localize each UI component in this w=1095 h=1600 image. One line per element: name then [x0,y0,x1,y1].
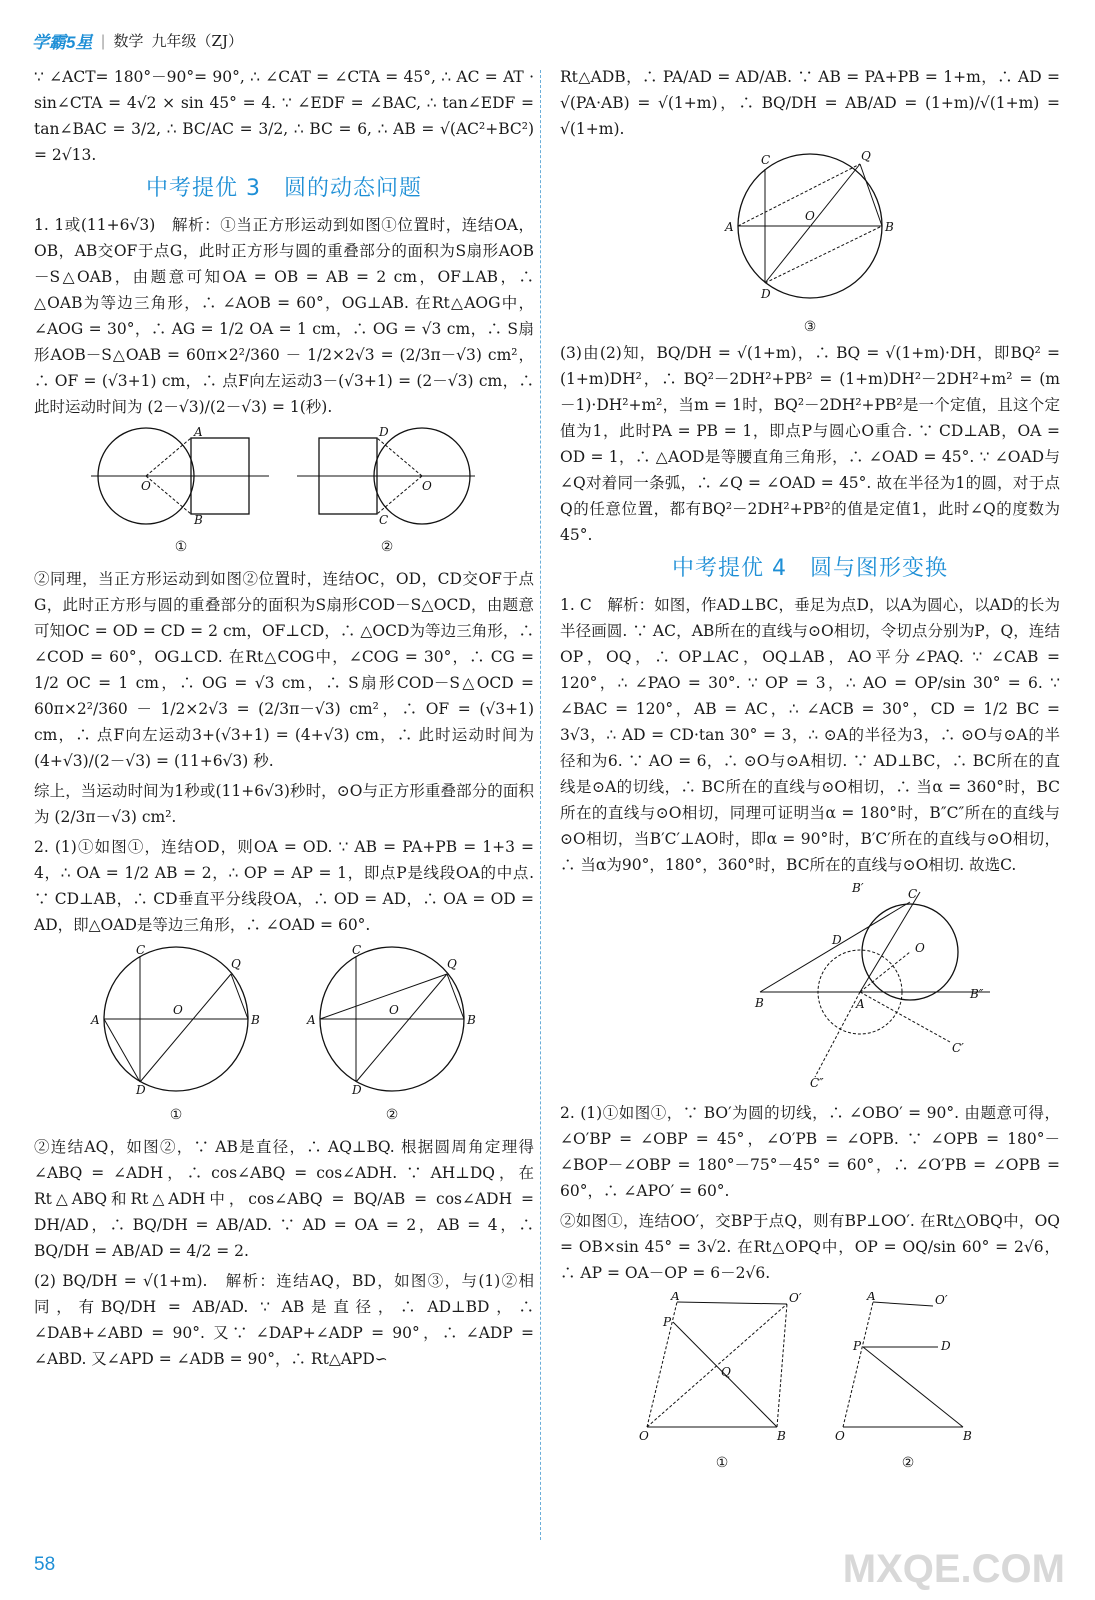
figure-caption: ① [715,1455,729,1471]
svg-text:P: P [853,1339,862,1353]
svg-text:C: C [761,153,771,167]
paragraph: 2. (1)①如图①，∵ BO′为圆的切线，∴ ∠OBO′ = 90°. 由题意可得，∠O′BP = ∠OBP = 45°，∠O′PB = ∠OPB. ∵ ∠OPB = 180°－∠BOP－∠OBP = 180°－75°－45° = 60°，∴ ∠O′PB = ∠OPB = 60°，∴ ∠APO′ = 60°. [560,1104,1060,1200]
column-divider [540,70,541,1540]
svg-text:A: A [867,1292,876,1303]
section-title: 中考提优 4 圆与图形变换 [672,556,948,581]
svg-text:A: A [194,426,203,439]
svg-text:O: O [835,1429,845,1442]
paragraph: ②同理，当正方形运动到如图②位置时，连结OC，OD，CD交OF于点G，此时正方形与圆的重叠部分的面积为S扇形COD－S△OCD，由题意可知OC = OD = CD = 2 cm，OF⊥CD，∴ △OCD为等边三角形，∴ ∠COD = 60°，OG⊥CD. 在Rt△COG中，∠COG = 30°，∴ CG = 1/2 OC = 1 cm，∴ OG = √3 cm，∴ S扇形COD－S△OCD = 60π×2²/360 － 1/2×2√3 = (2/3π－√3) cm²，∴ OF = (√3+1) cm，∴ 点F向左运动3+(√3+1) = (4+√3) cm，∴ 此时运动时间为 (4+√3)/(2－√3) = (11+6√3) 秒. [34,570,534,770]
paragraph: (2) BQ/DH = √(1+m). 解析：连结AQ，BD，如图③，与(1)②相同，有BQ/DH = AB/AD. ∵ AB是直径，∴ AD⊥BD，∴ ∠DAB+∠ABD = 90°. 又∵ ∠DAP+∠ADP = 90°，∴ ∠ADP = ∠ABD. 又∠APD = ∠ADB = 90°，∴ Rt△APD∽ [34,1272,534,1368]
figure-caption: ② [380,539,394,555]
svg-text:B″: B″ [970,987,984,1001]
svg-text:O: O [389,1003,399,1017]
brand-logo: 学霸5星 [32,33,93,52]
svg-text:D: D [761,287,771,301]
figure-circle-square-2 [297,426,477,526]
svg-text:C′: C′ [952,1041,964,1055]
svg-text:A: A [856,997,865,1011]
svg-text:B: B [467,1013,476,1027]
svg-text:O: O [173,1003,183,1017]
paragraph: ②如图①，连结OO′，交BP于点Q，则有BP⊥OO′. 在Rt△OBQ中，OQ = OB×sin 45° = 3√2. 在Rt△OPQ中，OP = OQ/sin 60° = 2√6，∴ AP = OA－OP = 6－2√6. [560,1212,1060,1282]
svg-text:D: D [136,1083,146,1094]
figure-circle-aqbd-1 [81,944,271,1094]
watermark: MXQE.COM [842,1547,1065,1591]
svg-text:C″: C″ [810,1076,824,1090]
paragraph: 1. C 解析：如图，作AD⊥BC，垂足为点D，以A为圆心，以AD的长为半径画圆. ∵ AC，AB所在的直线与⊙O相切，令切点分别为P，Q，连结OP，OQ，∴ OP⊥AC，OQ⊥AB，AO平分∠PAQ. ∵ ∠CAB = 120°，∴ ∠PAO = 30°. ∵ OP = 3，∴ AO = OP/sin 30° = 6. ∵ ∠BAC = 120°，AB = AC，∴ ∠ACB = 30°，CD = 1/2 BC = 3√3，∴ AD = CD·tan 30° = 3，∴ ⊙A的半径为3，∴ ⊙O与⊙A的半径和为6. ∵ AO = 6，∴ ⊙O与⊙A相切. ∵ AD⊥BC，∴ BC所在的直线是⊙A的切线，∴ BC所在的直线与⊙O相切，∴ 当α = 360°时，BC所在的直线与⊙O相切，同理可证明当α = 180°时，B″C″所在的直线与⊙O相切，当B′C′⊥AO时，即α = 90°时，B′C′所在的直线与⊙O相切，∴ 当α为90°，180°，360°时，BC所在的直线与⊙O相切. 故选C. [560,596,1060,874]
svg-text:Q: Q [861,149,871,163]
page-header [32,28,243,53]
paragraph: Rt△ADB，∴ PA/AD = AD/AB. ∵ AB = PA+PB = 1+m，∴ AD = √(PA·AB) = √(1+m)，∴ BQ/DH = AB/AD = (1+m)/√(1+m) = √(1+m). [560,68,1060,138]
svg-text:O′: O′ [935,1293,948,1307]
svg-text:B: B [963,1429,972,1442]
svg-text:B: B [755,996,764,1010]
section-title: 中考提优 3 圆的动态问题 [146,176,422,201]
header-subject: 数学 [113,32,144,50]
svg-text:B: B [251,1013,260,1027]
figure-circle-square-1 [91,426,271,526]
left-column [34,64,534,1376]
figure-rotation [620,882,1000,1092]
paragraph: 综上，当运动时间为1秒或(11+6√3)秒时，⊙O与正方形重叠部分的面积为 (2/3π－√3) cm². [34,782,534,826]
page-number: 58 [34,1554,56,1575]
svg-text:A: A [671,1292,680,1303]
right-column [560,64,1060,1482]
svg-text:B: B [194,513,203,526]
figure-caption: ① [169,1107,183,1123]
header-grade: 九年级（ZJ） [151,32,243,50]
svg-text:O: O [639,1429,649,1442]
svg-text:A: A [725,220,734,234]
svg-text:Q: Q [447,957,457,971]
figure-row-square-circles [34,426,534,560]
figure-caption: ② [385,1107,399,1123]
svg-text:A: A [91,1013,100,1027]
figure-fold-2 [833,1292,983,1442]
svg-text:B: B [777,1429,786,1442]
paragraph: 2. (1)①如图①，连结OD，则OA = OD. ∵ AB = PA+PB = 1+3 = 4，∴ OA = 1/2 AB = 2，∴ OP = AP = 1，即点P是线段OA的中点. ∵ CD⊥AB，∴ CD垂直平分线段OA，∴ OD = AD，∴ OA = OD = AD，即△OAD是等边三角形，∴ ∠OAD = 60°. [34,838,534,934]
svg-text:B: B [885,220,894,234]
figure-circle-aqbd-2 [297,944,487,1094]
figure-caption: ② [901,1455,915,1471]
svg-text:C: C [379,513,389,526]
svg-text:O: O [422,479,432,493]
paragraph: (3)由(2)知，BQ/DH = √(1+m)，∴ BQ = √(1+m)·DH，即BQ² = (1+m)DH²，∴ BQ²－2DH²+PB² = (1+m)DH²－2DH²+m² = (m－1)·DH²+m²，当m = 1时，BQ²－2DH²+PB²是一个定值，且这个定值为1，此时PA = PB = 1，即点P与圆心O重合. ∵ CD⊥AB，OA = OD = 1，∴ △AOD是等腰直角三角形，∴ ∠OAD = 45°. ∵ ∠OAD与∠Q对着同一条弧，∴ ∠Q = ∠OAD = 45°. 故在半径为1的圆，对于点Q的任意位置，都有BQ²－2DH²+PB²的值是定值1，此时∠Q的度数为45°. [560,344,1060,544]
svg-text:A: A [307,1013,316,1027]
svg-text:D: D [352,1083,362,1094]
svg-text:Q: Q [721,1365,731,1379]
figure-caption: ① [174,539,188,555]
header-separator: | [100,31,106,50]
svg-text:D: D [941,1339,951,1353]
svg-text:P: P [663,1315,672,1329]
svg-text:O: O [141,479,151,493]
paragraph: 1. 1或(11+6√3) 解析：①当正方形运动到如图①位置时，连结OA，OB，AB交OF于点G，此时正方形与圆的重叠部分的面积为S扇形AOB－S△OAB，由题意可知OA = OB = AB = 2 cm，OF⊥AB，∴ △OAB为等边三角形，∴ ∠AOB = 60°，OG⊥AB. 在Rt△AOG中，∠AOG = 30°，∴ AG = 1/2 OA = 1 cm，∴ OG = √3 cm，∴ S扇形AOB－S△OAB = 60π×2²/360 － 1/2×2√3 = (2/3π－√3) cm²，∴ OF = (√3+1) cm，∴ 点F向左运动3－(√3+1) = (2－√3) cm，∴ 此时运动时间为 (2－√3)/(2－√3) = 1(秒). [34,216,534,416]
figure-row-circles [34,944,534,1128]
svg-text:D: D [379,426,389,439]
svg-text:B′: B′ [852,882,864,895]
svg-text:C: C [908,887,918,901]
paragraph: ∵ ∠ACT= 180°－90°= 90°, ∴ ∠CAT = ∠CTA = 45°, ∴ AC = AT · sin∠CTA = 4√2 × sin 45° = 4. ∵ ∠EDF = ∠BAC, ∴ tan∠EDF = tan∠BAC = 3/2, ∴ BC/AC = 3/2, ∴ BC = 6, ∴ AB = √(AC²+BC²) = 2√13. [34,68,534,164]
svg-text:C: C [352,944,362,957]
svg-text:O: O [915,941,925,955]
figure-fold-1 [637,1292,807,1442]
figure-caption: ③ [803,319,817,335]
figure-circle-3 [715,146,905,306]
svg-text:D: D [832,933,842,947]
svg-text:C: C [136,944,146,957]
svg-text:O: O [805,209,815,223]
svg-text:O′: O′ [789,1292,802,1305]
figure-row-folds [560,1292,1060,1476]
svg-text:Q: Q [231,957,241,971]
paragraph: ②连结AQ，如图②，∵ AB是直径，∴ AQ⊥BQ. 根据圆周角定理得∠ABQ = ∠ADH，∴ cos∠ABQ = cos∠ADH. ∵ AH⊥DQ，在Rt△ABQ和Rt△ADH中，cos∠ABQ = BQ/AB = cos∠ADH = DH/AD，∴ BQ/DH = AB/AD. ∵ AD = OA = 2，AB = 4，∴ BQ/DH = AB/AD = 4/2 = 2. [34,1138,534,1260]
